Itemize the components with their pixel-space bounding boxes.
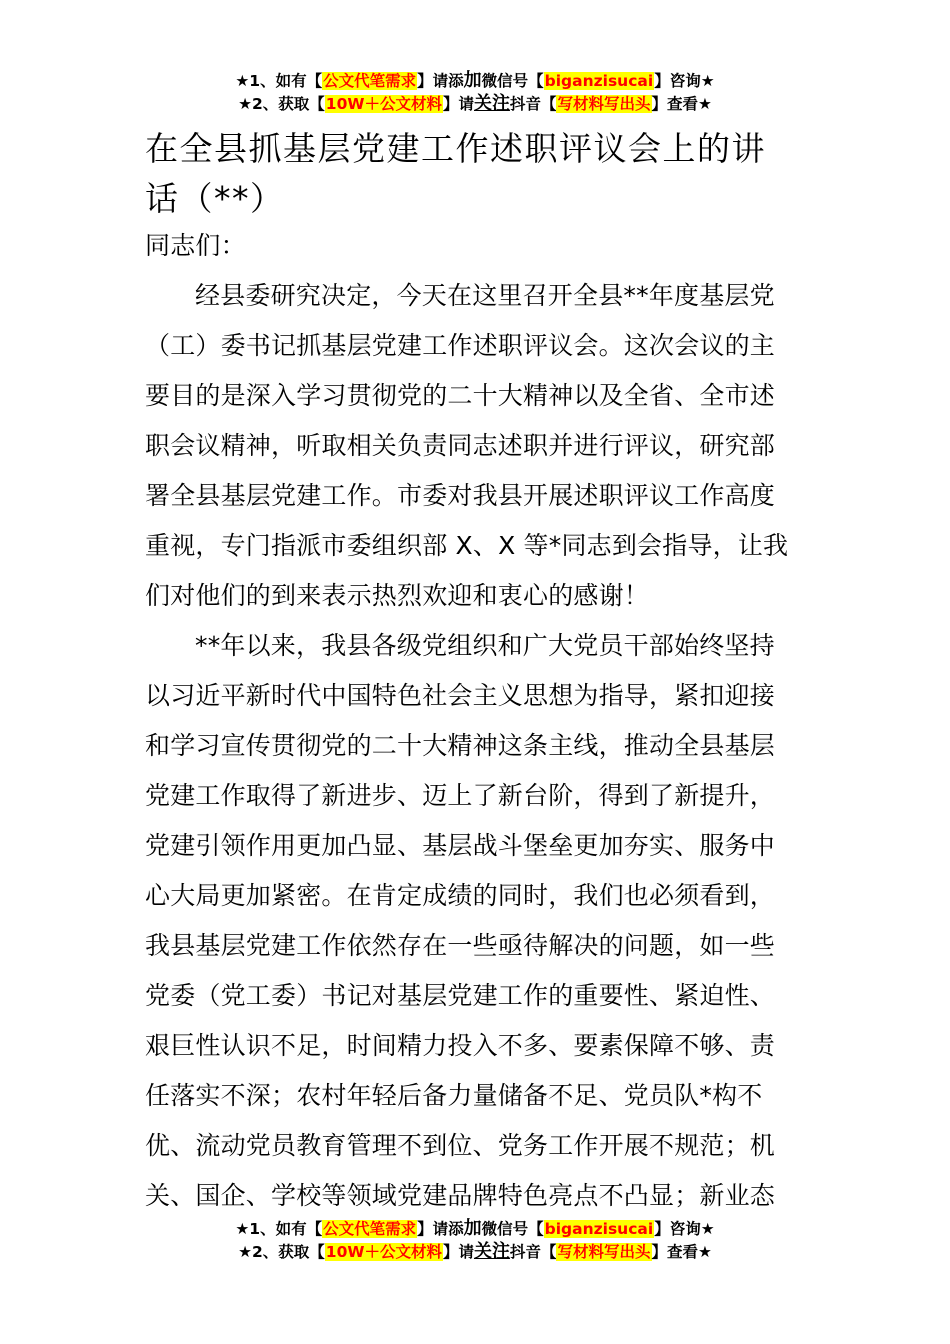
text-line: （工）委书记抓基层党建工作述职评议会。这次会议的主 [145,331,776,360]
paragraph-2 [145,626,810,1226]
text-line: 党建引领作用更加凸显、基层战斗堡垒更加夯实、服务中 [145,831,776,860]
banner-text: 】请 [442,1243,474,1261]
banner-text: 】查看★ [651,1243,712,1261]
text-line: 署全县基层党建工作。市委对我县开展述职评议工作高度 [145,481,776,510]
douyin-id-highlight: 写材料写出头 [557,1243,651,1261]
banner-text: 抖音【 [509,95,557,113]
text-line: 心大局更加紧密。在肯定成绩的同时，我们也必须看到， [145,881,776,910]
banner-line-douyin [0,1241,950,1264]
banner-highlight: 公文代笔需求 [323,1220,417,1238]
banner-text: 抖音【 [509,1243,557,1261]
document-title [145,124,825,224]
document-body [145,226,810,1226]
douyin-id-highlight: 写材料写出头 [557,95,651,113]
text-line: 党建工作取得了新进步、迈上了新台阶，得到了新提升， [145,781,776,810]
banner-text: 】咨询★ [654,1220,715,1238]
text-line: 优、流动党员教育管理不到位、党务工作开展不规范；机 [145,1131,776,1160]
paragraph-1 [145,276,810,626]
text-line: 职会议精神，听取相关负责同志述职并进行评议，研究部 [145,431,776,460]
banner-text: 关注 [473,1241,510,1262]
banner-highlight: 10W＋公文材料 [325,1243,442,1261]
text-line: 我县基层党建工作依然存在一些亟待解决的问题，如一些 [145,931,776,960]
wechat-id-highlight: biganzisucai [544,1220,654,1238]
footer-banner [0,1218,950,1264]
text-line: 艰巨性认识不足，时间精力投入不多、要素保障不够、责 [145,1031,776,1060]
text-line: 要目的是深入学习贯彻党的二十大精神以及全省、全市述 [145,381,776,410]
banner-text: 】请添 [417,1220,464,1238]
banner-line-wechat [0,1218,950,1241]
banner-text: 】请添 [417,72,464,90]
banner-text: 微信号【 [481,72,544,90]
text-line: 重视，专门指派市委组织部 X、X 等*同志到会指导，让我 [145,531,789,560]
banner-highlight: 公文代笔需求 [323,72,417,90]
banner-line-douyin [0,93,950,116]
banner-highlight: 10W＋公文材料 [325,95,442,113]
text-line: 们对他们的到来表示热烈欢迎和衷心的感谢！ [145,581,650,610]
banner-text: ★2、获取【 [238,95,325,113]
banner-line-wechat [0,70,950,93]
title-line: 在全县抓基层党建工作述职评议会上的讲 [145,129,766,168]
greeting: 同志们： [145,231,246,260]
banner-text: ★2、获取【 [238,1243,325,1261]
banner-text: 微信号【 [481,1220,544,1238]
banner-text: 关注 [473,93,510,114]
header-banner [0,70,950,116]
text-line: 任落实不深；农村年轻后备力量储备不足、党员队*构不 [145,1081,763,1110]
banner-text: ★1、如有【 [235,1220,323,1238]
text-line: 关、国企、学校等领域党建品牌特色亮点不凸显；新业态 [145,1181,776,1210]
banner-text: ★1、如有【 [235,72,323,90]
wechat-id-highlight: biganzisucai [544,72,654,90]
banner-text: 】咨询★ [654,72,715,90]
banner-text: 加 [463,1218,482,1239]
text-line: 经县委研究决定，今天在这里召开全县**年度基层党 [195,281,775,310]
banner-text: 】查看★ [651,95,712,113]
text-line: 党委（党工委）书记对基层党建工作的重要性、紧迫性、 [145,981,776,1010]
text-line: **年以来，我县各级党组织和广大党员干部始终坚持 [195,631,775,660]
banner-text: 加 [463,70,482,91]
text-line: 和学习宣传贯彻党的二十大精神这条主线，推动全县基层 [145,731,776,760]
title-line: 话（**） [145,179,285,218]
text-line: 以习近平新时代中国特色社会主义思想为指导，紧扣迎接 [145,681,776,710]
banner-text: 】请 [442,95,474,113]
